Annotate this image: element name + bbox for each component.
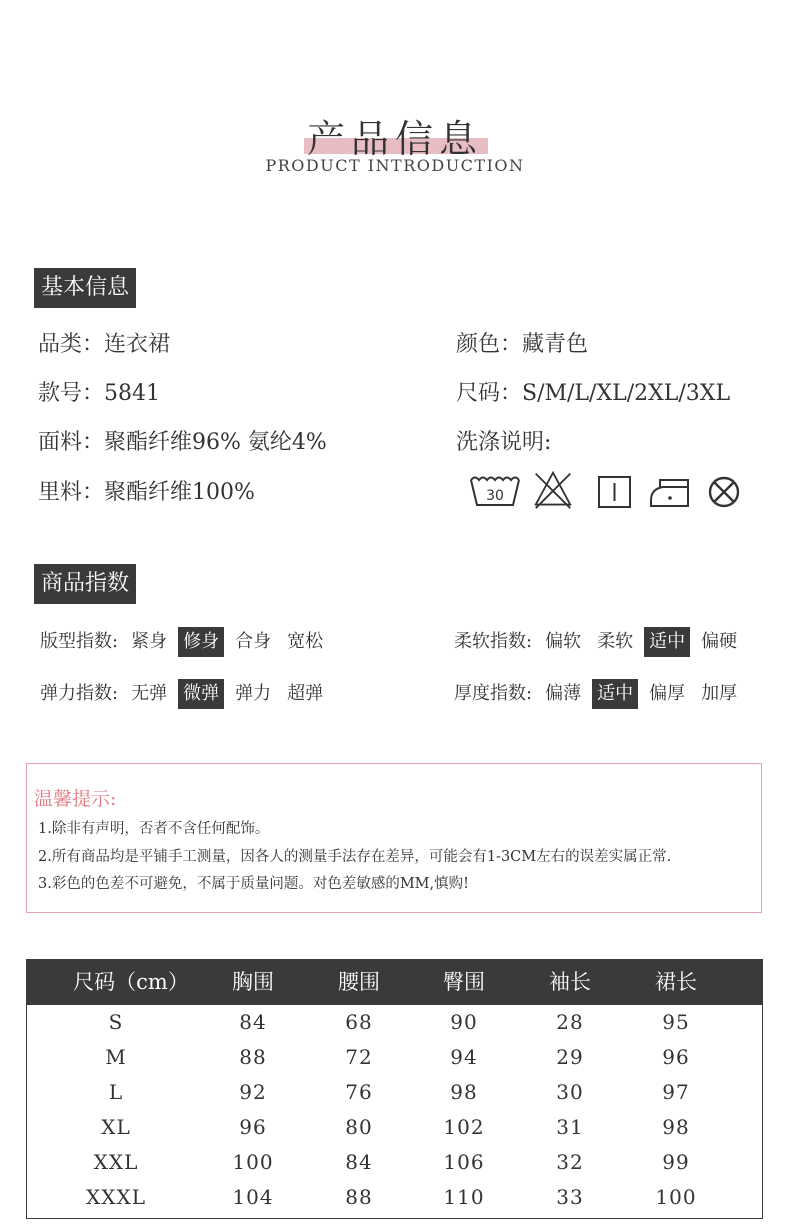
index-option: 加厚 [701, 683, 738, 704]
index-option: 偏硬 [701, 631, 738, 652]
index-option-selected: 修身 [178, 627, 224, 657]
table-cell: 95 [662, 1010, 690, 1034]
index-option: 柔软 [597, 631, 634, 652]
table-cell: 99 [662, 1150, 690, 1174]
table-cell: 100 [232, 1150, 274, 1174]
table-cell: 72 [345, 1045, 373, 1069]
info-sizes: 尺码：S/M/L/XL/2XL/3XL [456, 381, 731, 406]
index-option: 无弹 [131, 683, 168, 704]
notice-line: 1.除非有声明，否者不含任何配饰。 [38, 821, 270, 837]
table-cell: 94 [450, 1045, 478, 1069]
table-cell-size: XL [101, 1115, 131, 1139]
th-waist: 腰围 [338, 970, 380, 994]
index-option-selected: 适中 [644, 627, 690, 657]
index-row-fit [40, 627, 334, 657]
section-heading-basic: 基本信息 [34, 268, 136, 308]
wash-30-icon [468, 472, 522, 512]
page-subtitle: PRODUCT INTRODUCTION [265, 156, 525, 175]
iron-icon [648, 472, 692, 512]
table-cell: 76 [345, 1080, 373, 1104]
table-cell: 97 [662, 1080, 690, 1104]
table-cell: 98 [662, 1115, 690, 1139]
table-cell-size: XXL [93, 1150, 139, 1174]
table-cell: 88 [239, 1045, 267, 1069]
th-sleeve: 袖长 [549, 970, 591, 994]
table-cell: 98 [450, 1080, 478, 1104]
index-option-selected: 适中 [592, 679, 638, 709]
index-label: 弹力指数: [40, 683, 119, 704]
th-size: 尺码（cm） [73, 970, 189, 994]
table-cell-size: M [105, 1045, 127, 1069]
info-wash-label: 洗涤说明: [456, 430, 552, 455]
wash-temp-label: 30 [486, 488, 504, 504]
table-cell: 28 [556, 1010, 584, 1034]
no-dry-clean-icon [706, 472, 742, 512]
index-row-stretch [40, 679, 334, 709]
index-option: 合身 [235, 631, 272, 652]
table-cell: 92 [239, 1080, 267, 1104]
table-cell: 96 [239, 1115, 267, 1139]
table-cell: 30 [556, 1080, 584, 1104]
table-cell: 33 [556, 1185, 584, 1209]
tumble-dry-line-icon [597, 472, 633, 512]
no-bleach-icon [531, 470, 575, 510]
info-color: 颜色：藏青色 [456, 332, 589, 357]
index-option: 弹力 [235, 683, 272, 704]
index-option: 超弹 [287, 683, 324, 704]
table-cell-size: XXXL [86, 1185, 146, 1209]
index-option: 偏软 [545, 631, 582, 652]
notice-line: 3.彩色的色差不可避免，不属于质量问题。对色差敏感的MM,慎购! [38, 876, 469, 892]
index-label: 厚度指数: [454, 683, 533, 704]
table-cell: 32 [556, 1150, 584, 1174]
table-cell-size: L [108, 1080, 124, 1104]
index-label: 版型指数: [40, 631, 119, 652]
notice-title: 温馨提示: [34, 788, 117, 810]
table-cell: 106 [443, 1150, 485, 1174]
page-title: 产品信息 [306, 117, 483, 161]
table-cell: 104 [232, 1185, 274, 1209]
notice-line: 2.所有商品均是平铺手工测量，因各人的测量手法存在差异，可能会有1-3CM左右的误差实属正常. [38, 849, 672, 865]
table-cell: 84 [239, 1010, 267, 1034]
table-cell: 90 [450, 1010, 478, 1034]
table-cell: 110 [443, 1185, 485, 1209]
table-cell: 100 [655, 1185, 697, 1209]
th-dress-length: 裙长 [655, 970, 697, 994]
info-lining: 里料：聚酯纤维100% [38, 480, 255, 505]
table-cell: 68 [345, 1010, 373, 1034]
table-cell: 29 [556, 1045, 584, 1069]
table-cell: 31 [556, 1115, 584, 1139]
table-cell: 102 [443, 1115, 485, 1139]
th-bust: 胸围 [232, 970, 274, 994]
index-row-softness [454, 627, 748, 657]
info-category: 品类：连衣裙 [38, 332, 171, 357]
table-cell: 84 [345, 1150, 373, 1174]
table-cell: 80 [345, 1115, 373, 1139]
index-row-thickness [454, 679, 748, 709]
table-cell: 88 [345, 1185, 373, 1209]
th-hip: 臀围 [443, 970, 485, 994]
table-cell: 96 [662, 1045, 690, 1069]
index-option: 宽松 [287, 631, 324, 652]
index-option: 偏厚 [649, 683, 686, 704]
table-cell-size: S [108, 1010, 124, 1034]
index-option-selected: 微弹 [178, 679, 224, 709]
info-style-number: 款号：5841 [38, 381, 160, 406]
index-label: 柔软指数: [454, 631, 533, 652]
index-option: 偏薄 [545, 683, 582, 704]
info-fabric: 面料：聚酯纤维96% 氨纶4% [38, 430, 327, 455]
index-option: 紧身 [131, 631, 168, 652]
section-heading-index: 商品指数 [34, 564, 136, 604]
